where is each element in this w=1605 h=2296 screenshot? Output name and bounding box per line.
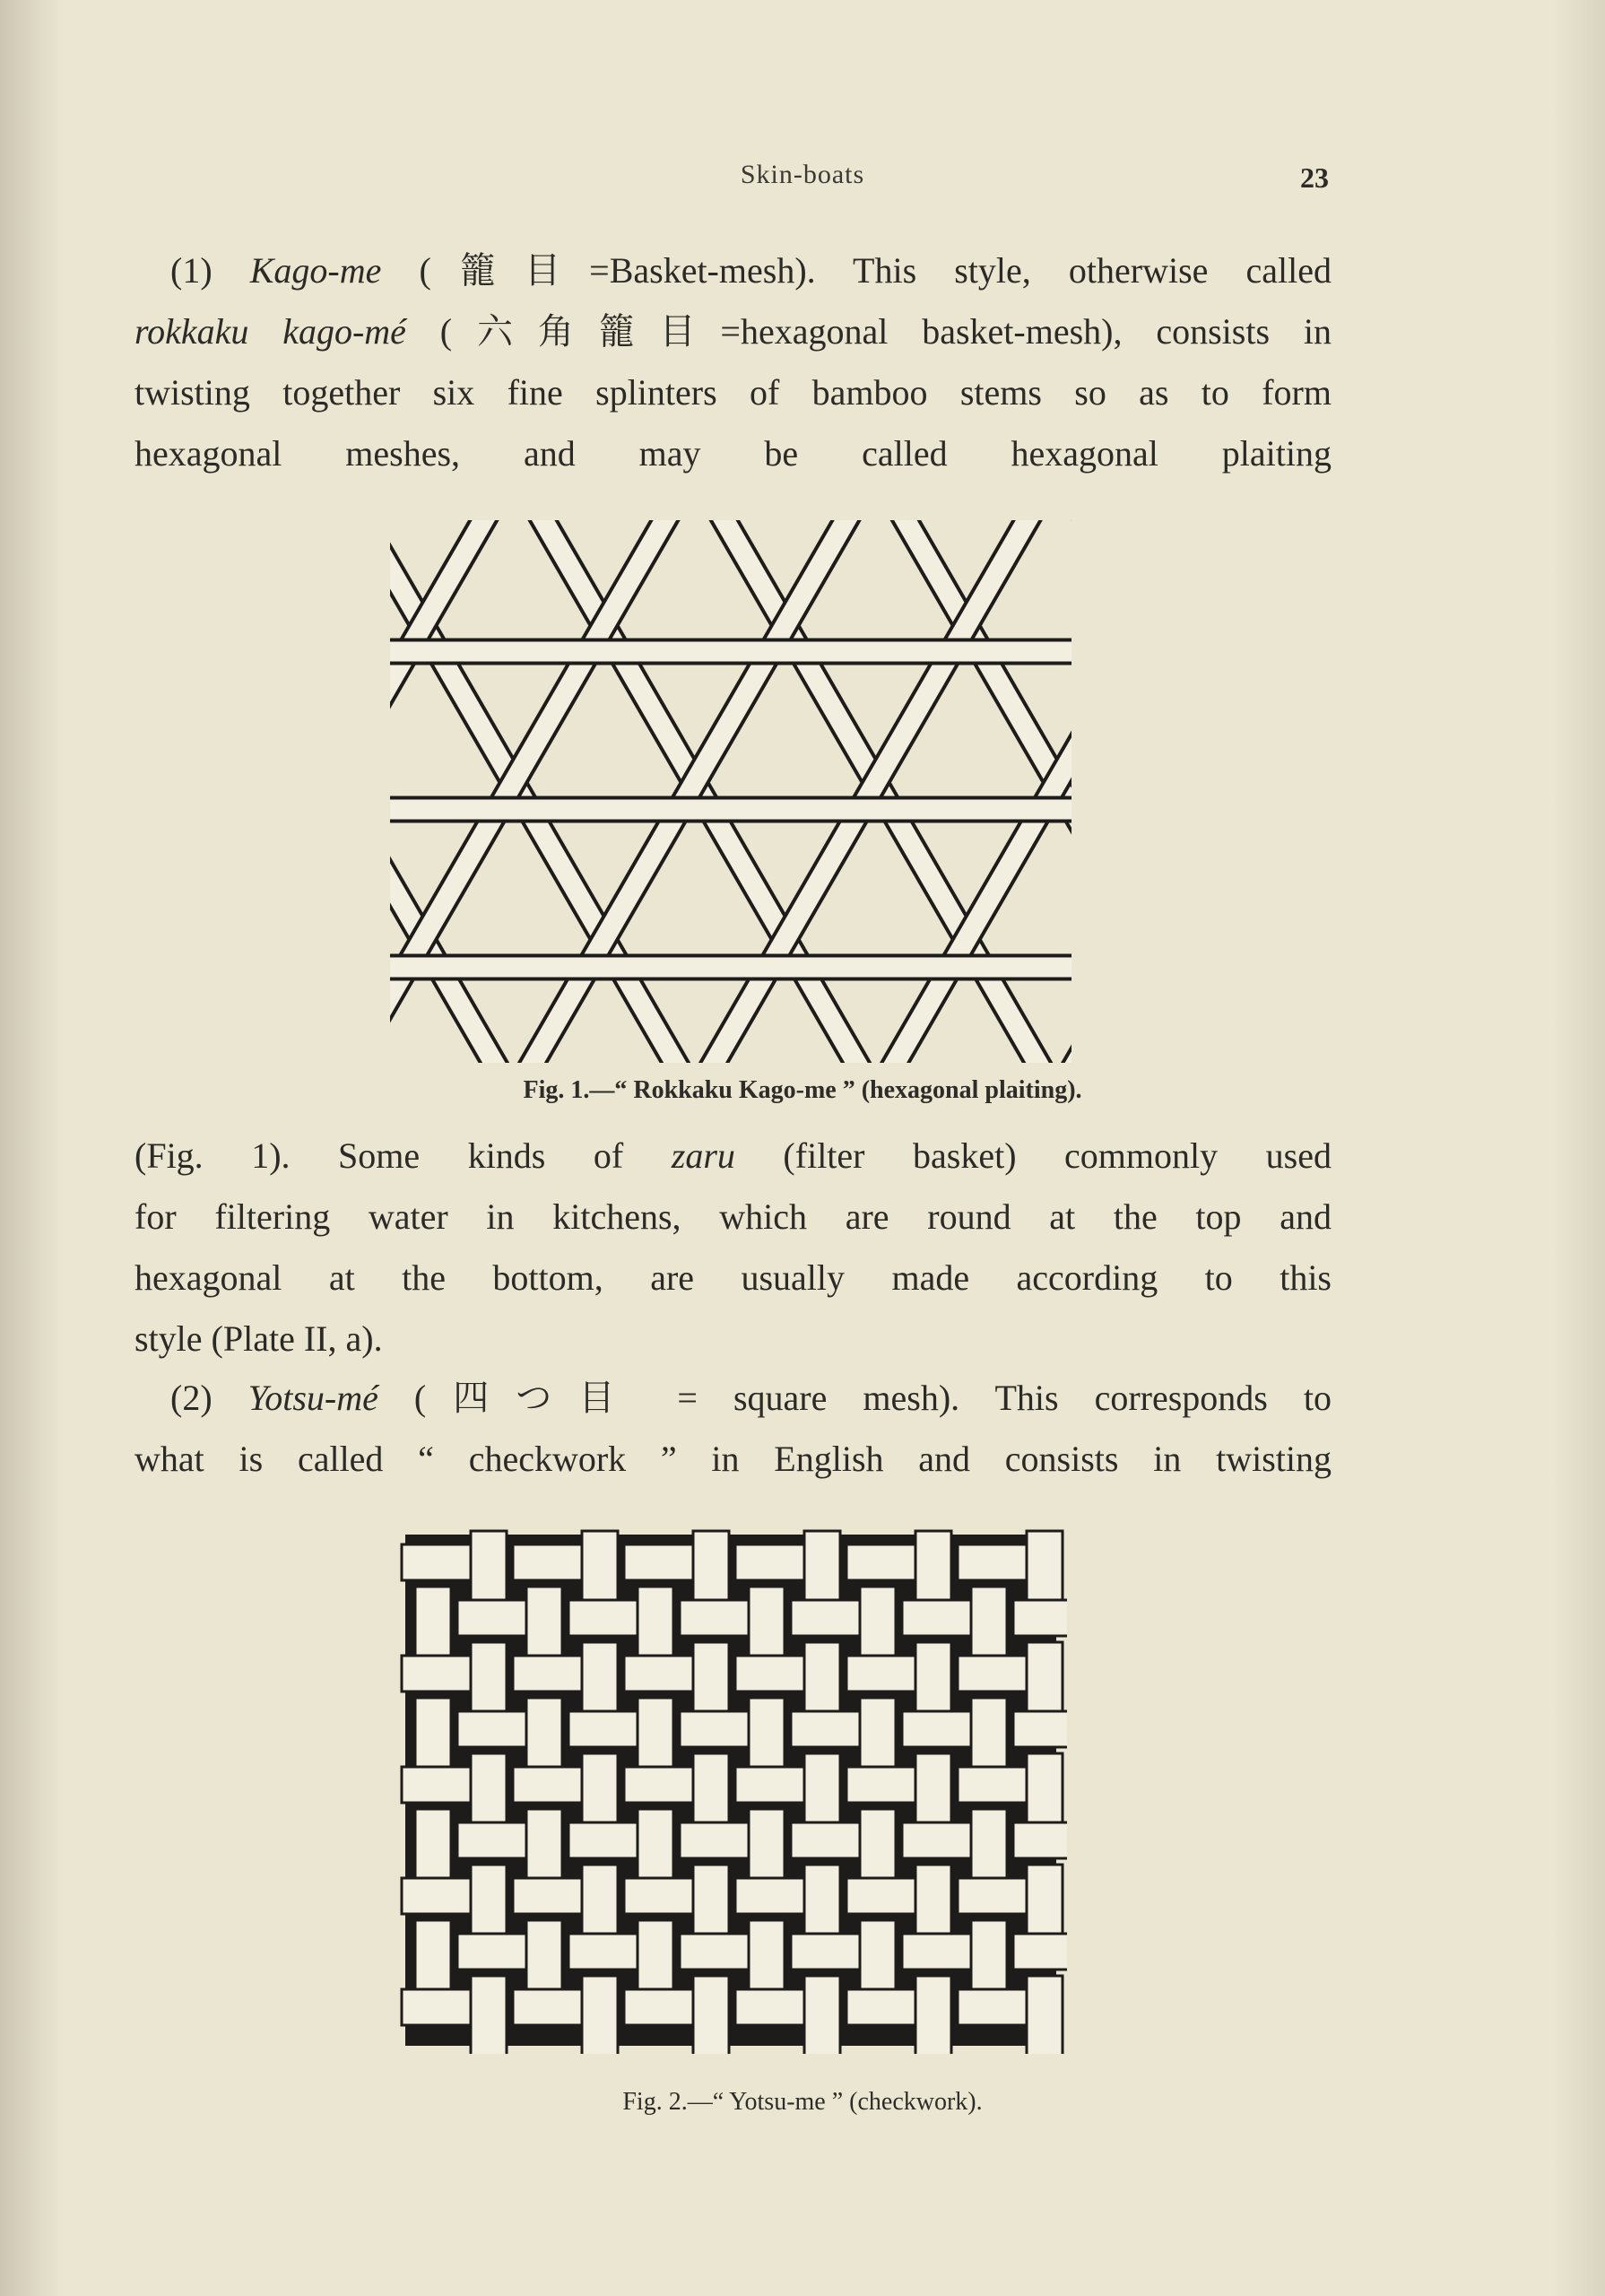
weave-strip (1013, 1600, 1067, 1636)
weave-strip (390, 520, 1071, 1063)
text-line: rokkaku kago-mé (六角籠目=hexagonal basket-mesh), consists in (134, 311, 1332, 352)
paragraph-zaru (134, 1126, 1332, 1370)
term-zaru: zaru (671, 1135, 735, 1176)
figure-checkwork (395, 1529, 1067, 2054)
text-line: (Fig. 1). Some kinds of zaru (filter basket) commonly used (134, 1135, 1332, 1176)
text-line: for filtering water in kitchens, which are round at the top and (134, 1196, 1332, 1237)
weave-strip (471, 1976, 507, 2054)
weave-strip (390, 956, 1071, 979)
text-line: (1) Kago-me (籠目=Basket-mesh). This style, otherwise called (170, 250, 1332, 291)
weave-strip (1013, 1934, 1067, 1970)
term-rokkaku-kago-me: rokkaku kago-mé (134, 311, 406, 352)
weave-strip (582, 1976, 618, 2054)
text-line: (2) Yotsu-mé (四つ目 = square mesh). This corresponds to (170, 1378, 1332, 1418)
weave-strip (1027, 1976, 1063, 2054)
text-line: twisting together six fine splinters of bamboo stems so as to form (134, 372, 1332, 413)
weave-strip (390, 798, 1071, 822)
figure1-caption: Fig. 1.—“ Rokkaku Kago-me ” (hexagonal plaiting). (523, 1076, 1082, 1104)
term-yotsu-me: Yotsu-mé (247, 1378, 378, 1418)
text-line: style (Plate II, a). (134, 1318, 383, 1359)
weave-strip (390, 640, 1071, 664)
page-number: 23 (1300, 161, 1329, 194)
paragraph-kago-me (134, 240, 1332, 484)
weave-strip (804, 1976, 840, 2054)
weave-strip (1013, 1822, 1067, 1858)
paragraph-yotsu-me (134, 1368, 1332, 1490)
figure-hexagonal-plaiting (390, 520, 1071, 1063)
text-line: hexagonal at the bottom, are usually made according to this (134, 1257, 1332, 1298)
weave-strip (915, 1976, 951, 2054)
text-line: what is called “ checkwork ” in English and consists in twisting (134, 1439, 1332, 1479)
term-kago-me: Kago-me (249, 250, 382, 291)
weave-strip (1013, 1711, 1067, 1747)
text-line: hexagonal meshes, and may be called hexagonal plaiting (134, 433, 1332, 474)
figure2-caption: Fig. 2.—“ Yotsu-me ” (checkwork). (622, 2088, 983, 2116)
weave-strip (693, 1976, 729, 2054)
running-head: Skin-boats (740, 160, 865, 189)
